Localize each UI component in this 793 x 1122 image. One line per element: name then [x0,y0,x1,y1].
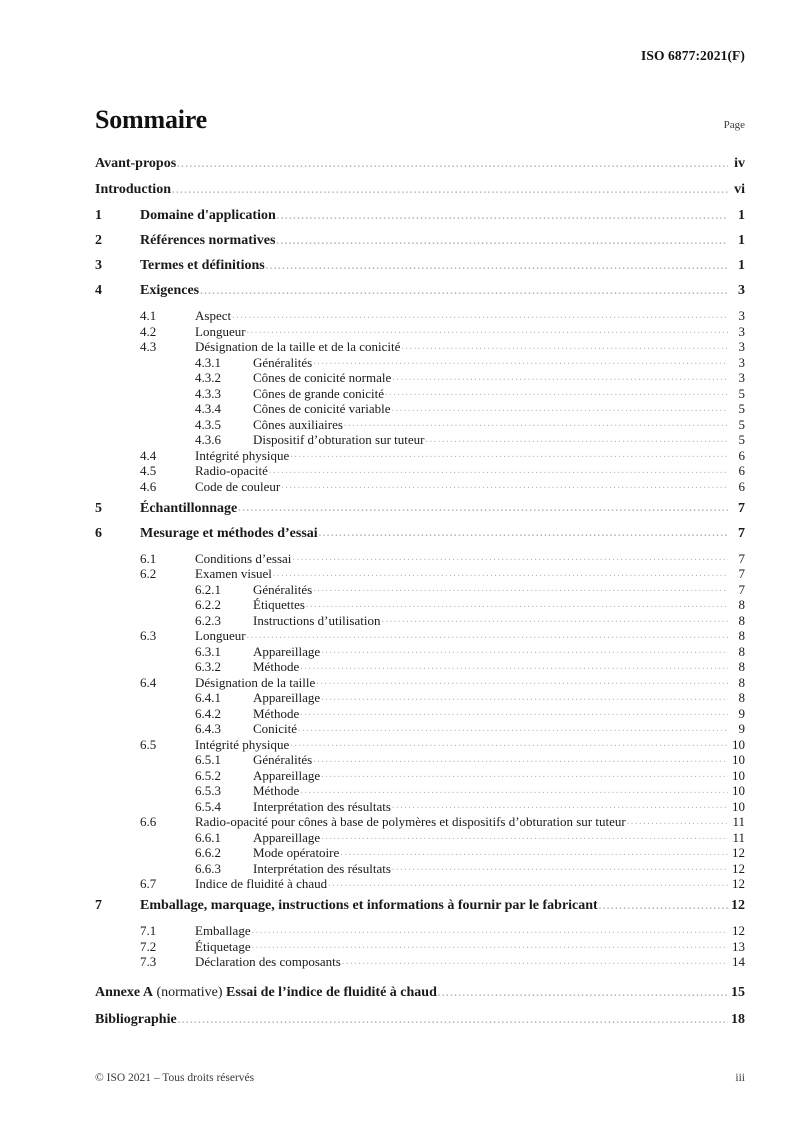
toc-entry-page: 3 [738,370,745,385]
dot-leader [298,722,728,735]
page-column-header: Page [723,119,745,131]
toc-entry-page: 9 [738,705,745,721]
toc-entry-label: Déclaration des composants [195,954,341,969]
toc-title-row [95,105,745,135]
toc-entry-number: 6.2.1 [195,581,221,597]
toc-entry-label: Instructions d’utilisation [253,612,381,628]
toc-entry-page: 12 [732,860,745,876]
toc-entry[interactable] [95,707,745,720]
toc-entry[interactable] [95,614,745,627]
dot-leader [313,583,728,596]
dot-leader [627,815,728,828]
toc-entry-number: 6.4 [140,674,157,690]
toc-entry-number: 6.2.2 [195,597,221,612]
toc-entry-number: 3 [95,258,102,273]
toc-entry-page: 10 [732,783,745,798]
toc-entry-number: 6.2.3 [195,612,221,628]
toc-entry[interactable] [95,387,745,400]
toc-entry-prefix: Annexe A [95,985,153,1000]
toc-entry[interactable] [95,480,745,493]
toc-entry-label: Étiquettes [253,597,305,612]
toc-entry-page: 8 [738,628,745,643]
toc-entry-label: Méthode [253,659,300,674]
toc-entry-label: Généralités [253,354,313,370]
toc-entry-label: Appareillage [253,690,321,705]
toc-entry-page: 7 [738,581,745,597]
toc-entry-page: 6 [738,447,745,463]
toc-entry-page: iv [734,156,745,171]
dot-leader [313,356,728,369]
toc-entry-page: 3 [738,323,745,339]
toc-entry-label: Interprétation des résultats [253,798,391,814]
toc-entry[interactable] [95,660,745,673]
toc-entry-page: 5 [738,432,745,447]
toc-entry-page: 3 [738,283,745,298]
toc-entry-label: Appareillage [253,767,321,783]
toc-entry-page: 1 [738,208,745,223]
toc-entry-label: Généralités [253,752,313,767]
toc-entry[interactable] [95,583,745,596]
toc-entry[interactable] [95,356,745,369]
toc-entry-label: Radio-opacité [195,463,268,478]
toc-entry-label: Termes et définitions [140,258,265,273]
toc-entry[interactable] [95,309,745,322]
page-title: Sommaire [95,105,208,134]
toc-entry-number: 6.6 [140,814,157,829]
toc-entry[interactable] [95,769,745,782]
toc-entry[interactable] [95,676,745,689]
toc-entry[interactable] [95,986,745,1000]
dot-leader [247,629,728,642]
toc-entry[interactable] [95,1013,745,1027]
toc-entry[interactable] [95,815,745,828]
dot-leader [321,691,728,704]
toc-entry-number: 6.5.2 [195,767,221,783]
toc-entry-label: Cônes de grande conicité [253,385,385,401]
toc-entry-page: 13 [732,938,745,954]
toc-entry[interactable] [95,738,745,751]
toc-list [95,157,745,1027]
toc-entry[interactable] [95,259,745,273]
dot-leader [178,1013,728,1027]
dot-leader [277,209,728,223]
toc-entry-number: 6.5.1 [195,752,221,767]
toc-entry[interactable] [95,753,745,766]
toc-entry-number: 4.3 [140,339,157,354]
toc-entry[interactable] [95,418,745,431]
dot-leader [306,598,728,611]
footer-copyright: © ISO 2021 – Tous droits réservés [95,1072,255,1084]
dot-leader [319,527,728,541]
toc-entry-number: 1 [95,208,102,223]
dot-leader [313,753,728,766]
toc-entry-number: 6.4.2 [195,705,221,721]
toc-entry[interactable] [95,449,745,462]
toc-entry-page: 11 [732,814,745,829]
toc-entry-page: 8 [738,643,745,659]
toc-entry-qualifier: (normative) [152,985,227,1000]
toc-entry-label: Longueur [195,628,246,643]
toc-entry-label: Longueur [195,323,246,339]
toc-entry[interactable] [95,598,745,611]
dot-leader [340,846,728,859]
toc-entry-label: Appareillage [253,643,321,659]
toc-entry-page: 10 [732,752,745,767]
dot-leader [392,862,728,875]
dot-leader [300,784,728,797]
toc-entry-number: 4.2 [140,323,157,339]
toc-entry-number: 7.3 [140,954,157,969]
toc-entry[interactable] [95,800,745,813]
toc-entry-label: Cônes de conicité normale [253,370,392,385]
toc-entry-number: 6.3.2 [195,659,221,674]
toc-entry[interactable] [95,940,745,953]
toc-entry-label: Méthode [253,783,300,798]
toc-entry-label: Mode opératoire [253,845,340,860]
toc-entry-label: Références normatives [140,233,276,248]
toc-entry-number: 6.3.1 [195,643,221,659]
toc-entry-label: Radio-opacité pour cônes à base de polymères et dispositifs d’obturation sur tuteur [195,814,626,829]
dot-leader [321,831,728,844]
toc-entry-label: Désignation de la taille et de la conicité [195,339,401,354]
toc-entry[interactable] [95,284,745,298]
toc-entry[interactable] [95,552,745,565]
toc-entry[interactable] [95,955,745,968]
toc-entry-label: Examen visuel [195,566,272,581]
toc-entry-page: 9 [738,721,745,736]
dot-leader [599,899,728,913]
toc-entry[interactable] [95,645,745,658]
toc-entry-label: Intégrité physique [195,447,290,463]
toc-entry-number: 6.6.1 [195,829,221,845]
toc-entry-number: 4.3.4 [195,401,221,416]
toc-entry-page: vi [734,182,745,197]
toc-entry-page: 7 [738,525,745,541]
toc-entry-page: 8 [738,659,745,674]
toc-entry-label: Aspect [195,308,232,323]
toc-entry[interactable] [95,402,745,415]
dot-leader [172,183,728,197]
toc-entry-page: 14 [732,954,745,969]
toc-entry[interactable] [95,209,745,223]
toc-entry-page: 7 [738,550,745,566]
toc-entry-number: 5 [95,500,102,516]
toc-entry-label: Emballage [195,923,251,938]
dot-leader [177,157,728,171]
toc-entry-page: 11 [732,829,745,845]
dot-leader [252,940,728,953]
dot-leader [238,502,728,516]
toc-entry[interactable] [95,464,745,477]
toc-entry[interactable] [95,862,745,875]
toc-entry-page: 15 [731,985,745,1000]
toc-entry-title: Essai de l’indice de fluidité à chaud [226,985,437,1000]
toc-entry-page: 6 [738,478,745,494]
toc-entry-page: 8 [738,690,745,705]
toc-entry-page: 8 [738,674,745,690]
toc-entry-page: 1 [738,233,745,248]
dot-leader [385,387,728,400]
dot-leader [269,464,728,477]
dot-leader [252,924,728,937]
toc-entry[interactable] [95,691,745,704]
toc-entry-page: 8 [738,597,745,612]
dot-leader [392,402,728,415]
dot-leader [344,418,728,431]
toc-entry-label: Conditions d’essai [195,550,292,566]
toc-entry-label: Désignation de la taille [195,674,316,690]
toc-entry-page: 1 [738,258,745,273]
toc-entry-number: 7 [95,898,102,913]
toc-entry[interactable] [95,629,745,642]
toc-entry[interactable] [95,183,745,197]
table-of-contents-section [95,105,745,1040]
toc-entry-label: Échantillonnage [140,500,238,516]
toc-entry-label: Généralités [253,581,313,597]
toc-entry[interactable] [95,502,745,516]
toc-entry-number: 6 [95,525,102,541]
toc-entry-number: 4.3.2 [195,370,221,385]
toc-entry-label: Méthode [253,705,300,721]
dot-leader [342,955,728,968]
toc-entry-number: 7.1 [140,923,157,938]
toc-entry-label: Dispositif d’obturation sur tuteur [253,432,425,447]
dot-leader [200,284,728,298]
toc-entry-number: 6.5 [140,736,157,752]
toc-entry[interactable] [95,433,745,446]
toc-entry-page: 8 [738,612,745,628]
dot-leader [321,769,728,782]
toc-entry-number: 2 [95,233,102,248]
toc-entry-page: 6 [738,463,745,478]
page-footer [95,1072,745,1084]
toc-entry[interactable] [95,567,745,580]
toc-entry[interactable] [95,784,745,797]
toc-entry-number: 6.1 [140,550,157,566]
dot-leader [232,309,728,322]
dot-leader [276,234,728,248]
toc-entry-number: 6.6.3 [195,860,221,876]
toc-entry[interactable] [95,831,745,844]
document-header-standard-number: ISO 6877:2021(F) [641,48,745,63]
dot-leader [401,340,728,353]
toc-entry-label: Conicité [253,721,298,736]
dot-leader [281,480,728,493]
toc-entry-number: 7.2 [140,938,157,954]
toc-entry-label [95,986,437,1000]
toc-entry-number: 6.6.2 [195,845,221,860]
toc-entry-number: 4.3.3 [195,385,221,401]
dot-leader [316,676,728,689]
dot-leader [273,567,728,580]
toc-entry-page: 5 [738,385,745,401]
toc-entry-label: Introduction [95,182,171,197]
toc-entry[interactable] [95,877,745,890]
dot-leader [328,877,728,890]
toc-entry[interactable] [95,340,745,353]
toc-entry-page: 5 [738,401,745,416]
toc-entry-label: Cônes de conicité variable [253,401,391,416]
toc-entry-number: 6.7 [140,876,157,891]
toc-entry-number: 4.6 [140,478,157,494]
toc-entry-label: Avant-propos [95,156,177,171]
toc-entry-number: 4.3.1 [195,354,221,370]
toc-entry[interactable] [95,846,745,859]
toc-entry-page: 12 [732,923,745,938]
dot-leader [300,707,728,720]
toc-entry-number: 6.3 [140,628,157,643]
toc-entry-number: 4.5 [140,463,157,478]
toc-entry-label: Intégrité physique [195,736,290,752]
toc-entry-prefix: Bibliographie [95,1012,177,1027]
toc-entry-number: 6.5.3 [195,783,221,798]
toc-entry-page: 3 [738,308,745,323]
toc-entry-page: 3 [738,339,745,354]
dot-leader [300,660,728,673]
dot-leader [321,645,728,658]
dot-leader [392,371,728,384]
toc-entry-label: Domaine d'application [140,208,276,223]
toc-entry[interactable] [95,899,745,913]
dot-leader [290,449,728,462]
toc-entry[interactable] [95,234,745,248]
toc-entry-number: 6.4.3 [195,721,221,736]
toc-entry-label: Indice de fluidité à chaud [195,876,328,891]
dot-leader [392,800,728,813]
dot-leader [290,738,728,751]
toc-entry-page: 10 [732,736,745,752]
footer-page-number: iii [735,1072,745,1084]
toc-entry[interactable] [95,157,745,171]
dot-leader [292,552,728,565]
toc-entry-number: 4.3.6 [195,432,221,447]
toc-entry-page: 10 [732,798,745,814]
dot-leader [438,986,728,1000]
toc-entry-label: Emballage, marquage, instructions et informations à fournir par le fabricant [140,898,598,913]
toc-entry-label: Exigences [140,283,200,298]
toc-entry-page: 5 [738,416,745,432]
toc-entry-page: 12 [731,898,745,913]
toc-entry-label: Interprétation des résultats [253,860,391,876]
toc-entry-page: 12 [732,876,745,891]
toc-entry-label: Mesurage et méthodes d’essai [140,525,318,541]
toc-entry[interactable] [95,924,745,937]
toc-entry-page: 12 [732,845,745,860]
toc-entry-page: 10 [732,767,745,783]
dot-leader [381,614,728,627]
toc-entry[interactable] [95,371,745,384]
toc-entry[interactable] [95,325,745,338]
toc-entry-number: 4 [95,283,102,298]
toc-entry-number: 6.2 [140,566,157,581]
toc-entry[interactable] [95,527,745,541]
toc-entry-number: 4.3.5 [195,416,221,432]
dot-leader [426,433,728,446]
toc-entry[interactable] [95,722,745,735]
toc-entry-label: Appareillage [253,829,321,845]
toc-entry-label: Étiquetage [195,938,251,954]
toc-entry-label [95,1013,177,1027]
toc-entry-number: 4.1 [140,308,157,323]
toc-entry-label: Cônes auxiliaires [253,416,343,432]
toc-entry-page: 3 [738,354,745,370]
toc-entry-page: 7 [738,500,745,516]
toc-entry-number: 6.5.4 [195,798,221,814]
toc-entry-page: 18 [731,1012,745,1027]
toc-entry-page: 7 [738,566,745,581]
toc-entry-number: 6.4.1 [195,690,221,705]
dot-leader [266,259,728,273]
toc-entry-number: 4.4 [140,447,157,463]
toc-entry-label: Code de couleur [195,478,281,494]
dot-leader [247,325,728,338]
